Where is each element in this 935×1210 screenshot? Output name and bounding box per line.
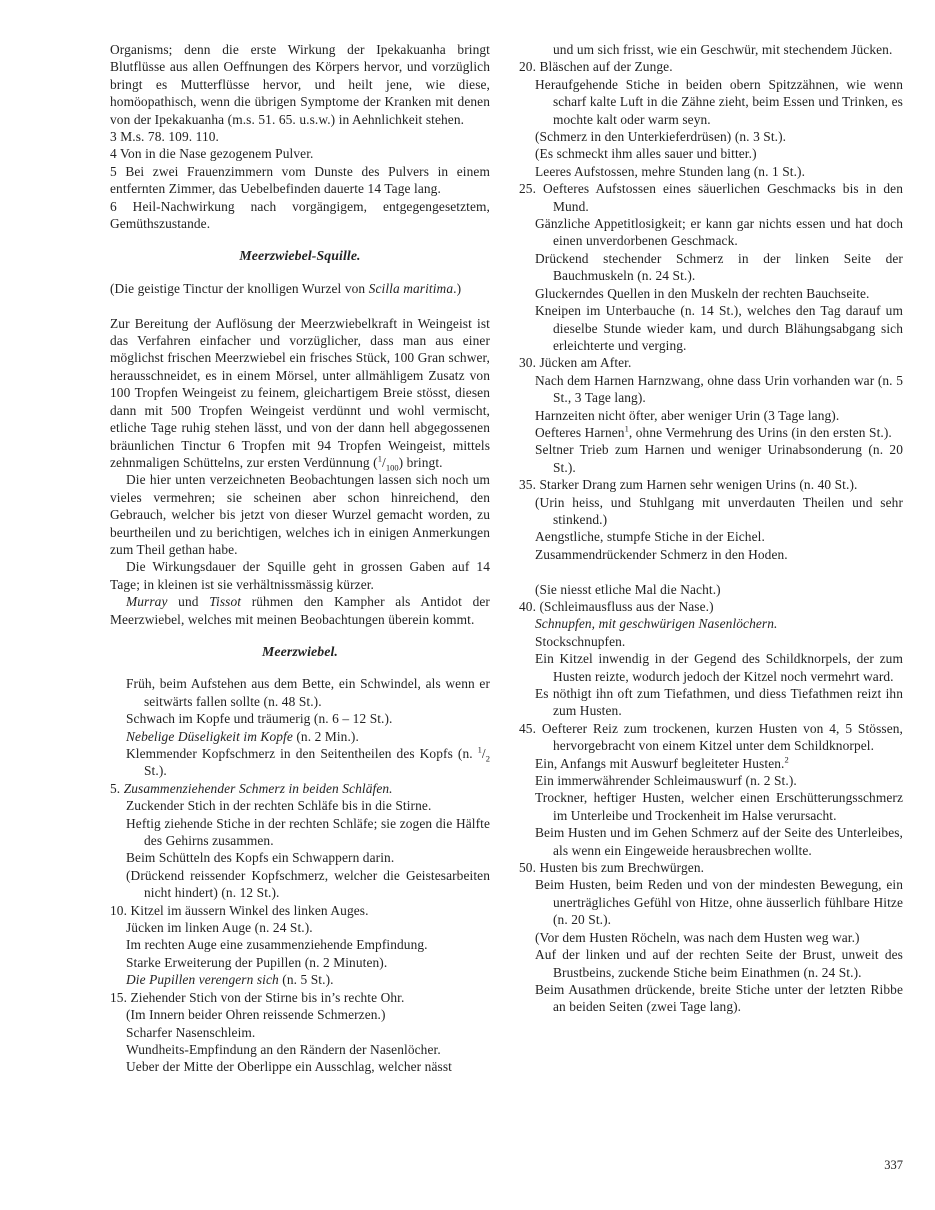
text-run: Ein, Anfangs mit Auswurf begleiteter Husten.: [535, 755, 785, 771]
text-run: Beim Schütteln des Kopfs ein Schwappern darin.: [126, 850, 395, 866]
text-run: und um sich frisst, wie ein Geschwür, mit stechendem Jücken.: [553, 42, 893, 57]
text-run: Zuckender Stich in der rechten Schläfe bis in die Stirne.: [126, 798, 432, 814]
symptom-item: [110, 797, 490, 814]
symptom-item: [519, 772, 903, 789]
text-run: 100: [385, 462, 399, 473]
text-run: /: [481, 746, 486, 762]
text-run: 1: [477, 744, 482, 755]
symptom-item: [519, 424, 903, 441]
text-run: (n. 2 Min.).: [292, 728, 359, 744]
text-run: 4 Von in die Nase gezogenem Pulver.: [110, 146, 314, 162]
text-run: Meerzwiebel-Squille.: [239, 248, 361, 264]
text-run: Beim Ausathmen drückende, breite Stiche unter der letzten Ribbe an beiden Seiten (zwei Tage lang).: [535, 981, 903, 1015]
text-run: Ueber der Mitte der Oberlippe ein Ausschlag, welcher nässt: [126, 1059, 452, 1075]
symptom-item: [519, 76, 903, 128]
symptom-item: [519, 354, 903, 371]
footnote: [110, 198, 490, 233]
text-run: 2: [485, 753, 490, 764]
text-run: (Die geistige Tinctur der knolligen Wurzel von: [110, 280, 369, 296]
text-run: Harnzeiten nicht öfter, aber weniger Urin (3 Tage lang).: [535, 407, 840, 423]
symptom-item: [519, 876, 903, 928]
text-run: Trockner, heftiger Husten, welcher einen Erschütterungsschmerz im Unterleibe und Trockenheit im Halse verursacht.: [535, 790, 903, 823]
text-run: Aengstliche, stumpfe Stiche in der Eichel.: [535, 529, 765, 545]
symptom-item: [519, 180, 903, 215]
text-run: Die Pupillen verengern sich: [126, 972, 279, 988]
text-run: Wundheits-Empfindung an den Rändern der Nasenlöcher.: [126, 1041, 441, 1057]
text-run: (Vor dem Husten Röcheln, was nach dem Husten weg war.): [535, 929, 860, 945]
text-run: Die Wirkungsdauer der Squille geht in grossen Gaben auf 14 Tage; in kleinen ist sie verhältnissmässig kürzer.: [110, 559, 490, 592]
text-run: 3 M.s. 78. 109. 110.: [110, 129, 220, 145]
symptom-item: [519, 528, 903, 545]
text-run: Ein immerwährender Schleimauswurf (n. 2 St.).: [535, 773, 797, 789]
text-run: (n. 5 St.).: [278, 972, 334, 988]
footnote: [110, 128, 490, 145]
text-run: Im rechten Auge eine zusammenziehende Empfindung.: [126, 937, 428, 953]
text-run: Heftig ziehende Stiche in der rechten Schläfe; sie zogen die Hälfte des Gehirns zusammen.: [126, 815, 490, 849]
text-run: Murray: [126, 594, 168, 610]
section-heading: [110, 247, 490, 264]
text-run: ) bringt.: [398, 454, 443, 470]
paragraph: [110, 593, 490, 628]
paragraph: [110, 280, 490, 297]
symptom-item: [519, 494, 903, 529]
text-run: Scharfer Nasenschleim.: [126, 1024, 256, 1040]
symptom-item: [519, 946, 903, 981]
paragraph: [110, 471, 490, 558]
text-run: 30. Jücken am After.: [519, 355, 632, 371]
text-run: Scilla maritima: [368, 280, 454, 296]
footnote: [110, 163, 490, 198]
symptom-item: [110, 867, 490, 902]
text-run: Seltner Trieb zum Harnen und weniger Urinabsonderung (n. 20 St.).: [535, 442, 903, 475]
symptom-item: [519, 824, 903, 859]
text-run: 40. (Schleimausfluss aus der Nase.): [519, 598, 714, 614]
text-run: Zusammendrückender Schmerz in den Hoden.: [535, 546, 788, 562]
symptom-item: [519, 41, 903, 58]
symptom-item: [110, 919, 490, 936]
text-run: Nebelige Düseligkeit im Kopfe: [126, 728, 293, 744]
page-number: 337: [884, 1158, 903, 1172]
symptom-item: [519, 789, 903, 824]
symptom-item: [519, 981, 903, 1016]
symptom-item: [110, 728, 490, 745]
text-run: (Drückend reissender Kopfschmerz, welcher die Geistesarbeiten nicht hindert) (n. 12 St.).: [126, 867, 490, 901]
right-column: [519, 41, 903, 1016]
text-run: 6 Heil-Nachwirkung nach vorgängigem, entgegengesetztem, Gemüthszustande.: [110, 198, 490, 232]
symptom-item: [519, 302, 903, 354]
symptom-item: [110, 849, 490, 866]
text-run: Kneipen im Unterbauche (n. 14 St.), welches den Tag darauf um dieselbe Stunde wieder kam, und durch Blähungsabgang sich erleichterte und verging.: [535, 303, 903, 353]
text-run: (Urin heiss, und Stuhlgang mit unverdauten Theilen und sehr stinkend.): [535, 494, 903, 527]
footnote: [110, 145, 490, 162]
text-run: (Sie niesst etliche Mal die Nacht.): [535, 581, 721, 597]
text-run: Auf der linken und auf der rechten Seite der Brust, unweit des Brustbeins, zuckende Stiche beim Einathmen (n. 24 St.).: [535, 947, 903, 980]
text-run: rühmen den Kampher als Antidot der Meerzwiebel, welches mit meinen Beobachtungen überein kommt.: [110, 594, 490, 627]
text-run: Schwach im Kopfe und träumerig (n. 6 – 12 St.).: [126, 711, 393, 727]
text-run: 15. Ziehender Stich von der Stirne bis in’s rechte Ohr.: [110, 989, 405, 1005]
text-run: Tissot: [209, 594, 242, 610]
text-run: Schnupfen, mit geschwürigen Nasenlöchern.: [535, 616, 778, 632]
symptom-item: [110, 1006, 490, 1023]
symptom-item: [110, 1024, 490, 1041]
symptom-item: [519, 58, 903, 75]
symptom-item: [519, 128, 903, 145]
symptom-item: [110, 1041, 490, 1058]
text-run: und: [167, 594, 210, 610]
symptom-item: [519, 372, 903, 407]
text-run: Beim Husten und im Gehen Schmerz auf der Seite des Unterleibes, als wenn ein Eingeweide herausbrechen wollte.: [535, 825, 903, 858]
text-run: , ohne Vermehrung des Urins (in den ersten St.).: [628, 424, 892, 440]
symptom-item: [110, 936, 490, 953]
text-run: (Schmerz in den Unterkieferdrüsen) (n. 3 St.).: [535, 129, 787, 145]
symptom-item: [519, 859, 903, 876]
symptom-item: [110, 675, 490, 710]
symptom-item: [519, 720, 903, 755]
symptom-item: [519, 163, 903, 180]
left-column: [110, 41, 490, 1076]
symptom-item: [110, 989, 490, 1006]
text-run: (Im Innern beider Ohren reissende Schmerzen.): [126, 1007, 386, 1023]
symptom-item: [519, 407, 903, 424]
symptom-item: [519, 755, 903, 772]
text-run: Meerzwiebel.: [262, 643, 338, 659]
text-run: 45. Oefterer Reiz zum trockenen, kurzen Husten von 4, 5 Stössen, hervorgebracht von einem Kitzel unter dem Schildknorpel.: [519, 720, 903, 754]
text-run: Drückend stechender Schmerz in der linken Seite der Bauchmuskeln (n. 24 St.).: [535, 250, 903, 284]
symptom-item: [519, 250, 903, 285]
text-run: (Es schmeckt ihm alles sauer und bitter.): [535, 146, 757, 162]
text-run: Klemmender Kopfschmerz in den Seitentheilen des Kopfs (n.: [126, 746, 478, 762]
symptom-item: [519, 441, 903, 476]
symptom-item: [519, 215, 903, 250]
symptom-item: [519, 598, 903, 615]
text-run: Die hier unten verzeichneten Beobachtungen lassen sich noch um vieles vermehren; sie scheinen aber schon hinreichend, den Gebrauch, welcher bis jetzt von dieser Wurzel gemacht worden, zu beurtheilen und zu berichtigen, welches ich in einigen Anmerkungen zum Theil gethan habe.: [110, 472, 490, 557]
text-run: Früh, beim Aufstehen aus dem Bette, ein Schwindel, als wenn er seitwärts fallen sollte (n. 48 St.).: [126, 676, 490, 709]
symptom-item: [110, 745, 490, 780]
text-run: Nach dem Harnen Harnzwang, ohne dass Urin vorhanden war (n. 5 St., 3 Tage lang).: [535, 372, 903, 406]
symptom-item: [110, 1058, 490, 1075]
paragraph: [110, 41, 490, 128]
text-run: Jücken im linken Auge (n. 24 St.).: [126, 920, 313, 936]
symptom-item: [519, 285, 903, 302]
symptom-item: [519, 929, 903, 946]
symptom-item: [110, 954, 490, 971]
symptom-item: [110, 815, 490, 850]
text-run: 2: [784, 754, 789, 765]
symptom-item: [519, 615, 903, 632]
text-run: St.).: [144, 763, 167, 779]
symptom-item: [519, 145, 903, 162]
symptom-item: [110, 971, 490, 988]
text-run: Heraufgehende Stiche in beiden obern Spitzzähnen, wie wenn scharf kalte Luft in die Zähne zieht, beim Essen und Trinken, es mochte kalt oder warm seyn.: [535, 76, 903, 127]
paragraph: [110, 315, 490, 472]
spacer: [519, 563, 903, 580]
text-run: Ein Kitzel inwendig in der Gegend des Schildknorpels, der zum Husten reizte, wodurch jedoch der Kitzel noch vermehrt ward.: [535, 651, 903, 684]
text-run: Gänzliche Appetitlosigkeit; er kann gar nichts essen und hat doch einen unverdorbenen Geschmack.: [535, 216, 903, 249]
text-run: Beim Husten, beim Reden und von der mindesten Bewegung, ein unerträgliches Gefühl von Hitze, ohne äusserlich fühlbare Hitze (n. 20 St.).: [535, 877, 903, 928]
text-run: 5 Bei zwei Frauenzimmern vom Dunste des Pulvers in einem entfernten Zimmer, das Uebelbefinden dauerte 14 Tage lang.: [110, 163, 490, 197]
symptom-item: [110, 902, 490, 919]
text-run: 1: [624, 423, 629, 434]
symptom-item: [519, 633, 903, 650]
symptom-item: [519, 476, 903, 493]
text-run: 50. Husten bis zum Brechwürgen.: [519, 860, 705, 876]
symptom-item: [519, 581, 903, 598]
symptom-item: [110, 780, 490, 797]
paragraph: [110, 558, 490, 593]
symptom-item: [519, 546, 903, 563]
symptom-item: [110, 710, 490, 727]
text-run: 10. Kitzel im äussern Winkel des linken Auges.: [110, 902, 369, 918]
section-heading: [110, 643, 490, 660]
text-run: 1: [377, 453, 382, 464]
text-run: 25. Oefteres Aufstossen eines säuerlichen Geschmacks bis in den Mund.: [519, 181, 903, 214]
text-run: Organisms; denn die erste Wirkung der Ipekakuanha bringt Blutflüsse aus allen Oeffnungen des Körpers hervor, und vorzüglich bringt es Mutterflüsse hervor, und heilt jene, wie diese, homöopathisch, wenn die übrigen Symptome der Kranken mit denen von der Ipekakuanha (m.s. 51. 65. u.s.w.) in Aehnlichkeit stehen.: [110, 42, 490, 127]
text-run: 35. Starker Drang zum Harnen sehr wenigen Urins (n. 40 St.).: [519, 477, 858, 493]
text-run: Oefteres Harnen: [535, 424, 625, 440]
text-run: .): [453, 280, 462, 296]
symptom-item: [519, 685, 903, 720]
symptom-item: [519, 650, 903, 685]
text-run: Starke Erweiterung der Pupillen (n. 2 Minuten).: [126, 954, 388, 970]
text-run: 5.: [110, 780, 124, 796]
text-run: Stockschnupfen.: [535, 633, 626, 649]
text-run: 20. Bläschen auf der Zunge.: [519, 59, 673, 75]
text-run: /: [381, 454, 386, 470]
text-run: Zur Bereitung der Auflösung der Meerzwiebelkraft in Weingeist ist das Verfahren einfacher und vorzüglicher, dass man aus einer möglichst frischen Meerzwiebel ein frisches Stück, 100 Gran schwer, herausschneidet, es in einem Mörsel, unter allmähligem Zusatz von 100 Tropfen Weingeist zu feinem, gleichartigem Breie stösst, diesen dann mit 500 Tropfen Weingeist verdünnt und wohl vermischt, etliche Tage ruhig stehen lässt, und von der dann hell abgegossenen bräunlichen Tinctur 6 Tropfen mit 94 Tropfen Weingeist, mittels zehnmaligen Schüttelns, zur ersten Verdünnung (: [110, 315, 490, 470]
text-run: Es nöthigt ihn oft zum Tiefathmen, und diess Tiefathmen reizt ihn zum Husten.: [535, 686, 903, 719]
text-run: Gluckerndes Quellen in den Muskeln der rechten Bauchseite.: [535, 285, 870, 301]
text-run: Zusammenziehender Schmerz in beiden Schläfen.: [123, 780, 393, 796]
text-run: Leeres Aufstossen, mehre Stunden lang (n. 1 St.).: [535, 163, 806, 179]
